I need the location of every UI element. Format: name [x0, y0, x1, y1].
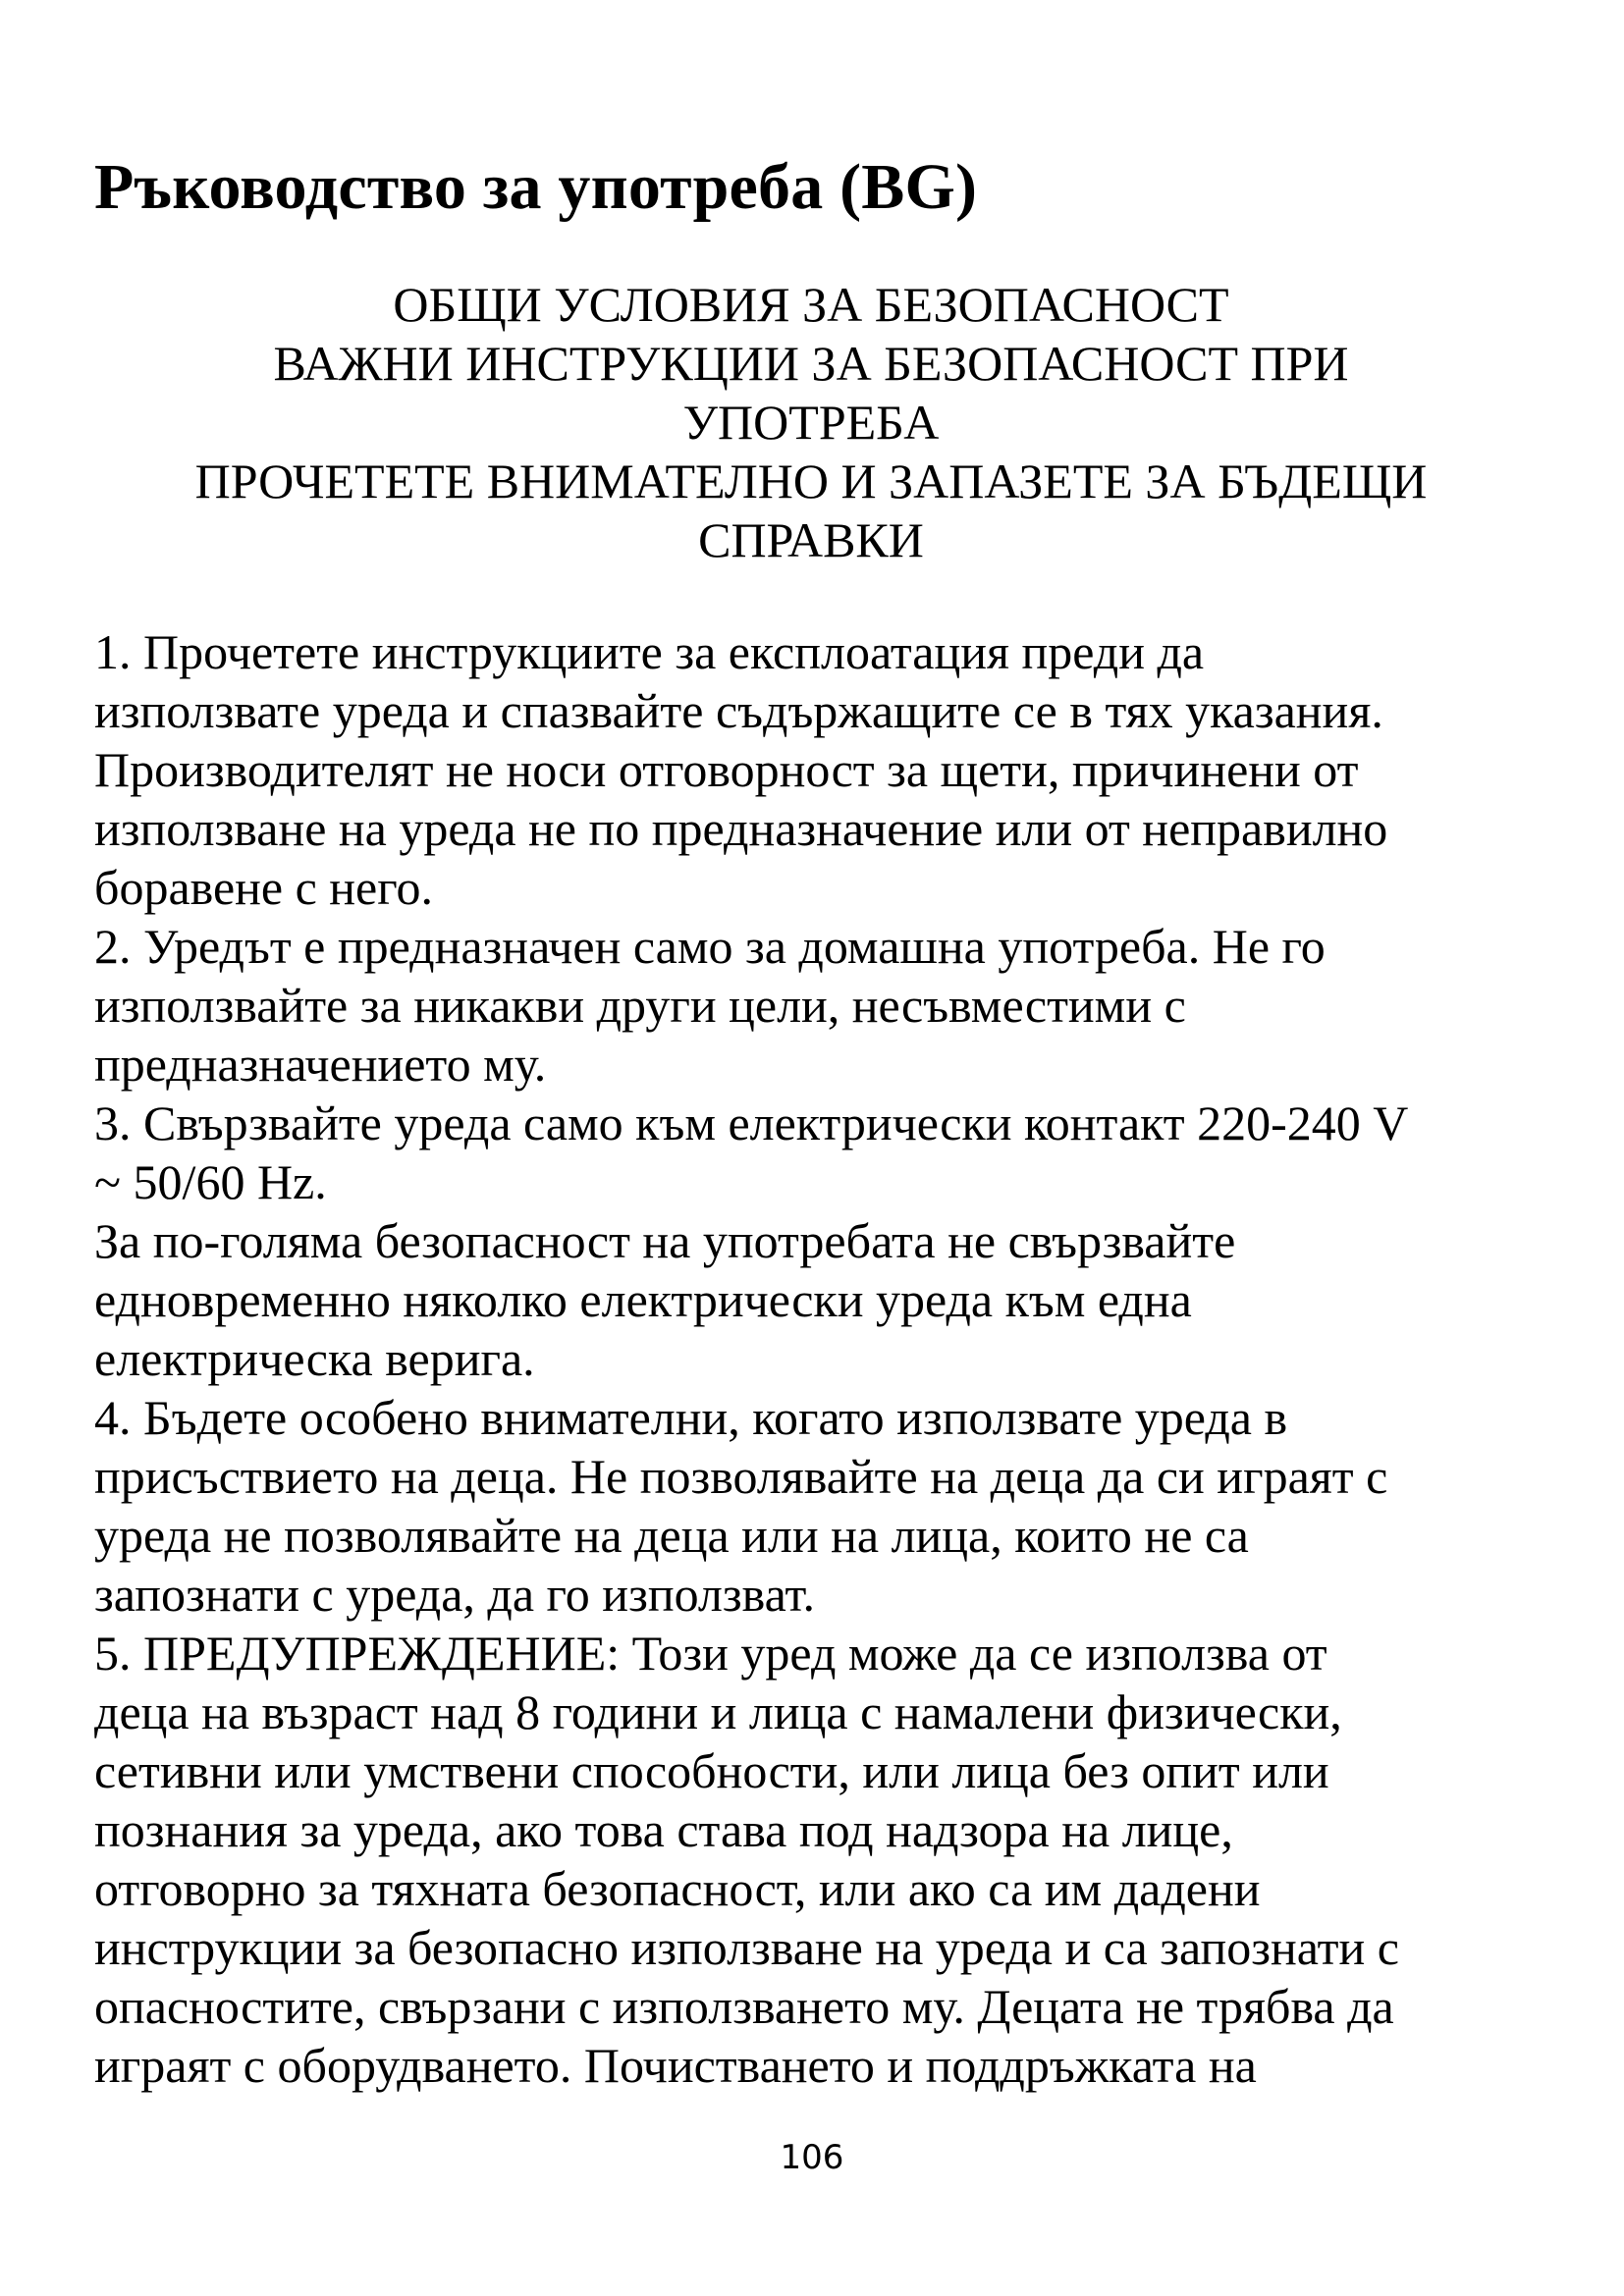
body-line: сетивни или умствени способности, или лица без опит или [94, 1743, 1329, 1798]
body-line: 4. Бъдете особено внимателни, когато използвате уреда в [94, 1390, 1288, 1445]
body-line: опасностите, свързани с използването му. Децата не трябва да [94, 1979, 1394, 2034]
body-line: уреда не позволявайте на деца или на лица, които не са [94, 1508, 1249, 1563]
body-line: използвайте за никакви други цели, несъвместими с [94, 978, 1186, 1033]
body-line: присъствието на деца. Не позволявайте на деца да си играят с [94, 1449, 1388, 1504]
heading-line: ВАЖНИ ИНСТРУКЦИИ ЗА БЕЗОПАСНОСТ ПРИ [273, 336, 1349, 391]
body-line: познания за уреда, ако това става под надзора на лице, [94, 1802, 1233, 1857]
heading-line: ПРОЧЕТЕТЕ ВНИМАТЕЛНО И ЗАПАЗЕТЕ ЗА БЪДЕЩИ [194, 454, 1428, 508]
body-line: електрическа верига. [94, 1331, 535, 1386]
body-line: боравене с него. [94, 860, 433, 915]
body-line: инструкции за безопасно използване на уреда и са запознати с [94, 1920, 1399, 1975]
page-number: 106 [780, 2138, 844, 2177]
body-line: едновременно няколко електрически уреда към една [94, 1272, 1192, 1327]
body-line: ~ 50/60 Hz. [94, 1154, 327, 1209]
heading-line: СПРАВКИ [698, 512, 924, 567]
body-line: играят с оборудването. Почистването и поддръжката на [94, 2038, 1257, 2093]
page-title: Ръководство за употреба (BG) [94, 151, 978, 223]
heading-line: УПОТРЕБА [682, 395, 940, 450]
body-line: деца на възраст над 8 години и лица с намалени физически, [94, 1684, 1342, 1739]
body-line: предназначението му. [94, 1037, 547, 1092]
body-line: 5. ПРЕДУПРЕЖДЕНИЕ: Този уред може да се използва от [94, 1626, 1327, 1681]
body-line: запознати с уреда, да го използват. [94, 1567, 816, 1622]
safety-heading [94, 275, 1528, 569]
body-line: 1. Прочетете инструкциите за експлоатация преди да [94, 624, 1205, 679]
body-line: използвате уреда и спазвайте съдържащите се в тях указания. [94, 683, 1383, 738]
body-line: Производителят не носи отговорност за щети, причинени от [94, 742, 1359, 797]
body-text [94, 622, 1547, 2095]
body-line: използване на уреда не по предназначение или от неправилно [94, 801, 1388, 856]
heading-line: ОБЩИ УСЛОВИЯ ЗА БЕЗОПАСНОСТ [393, 277, 1229, 332]
body-line: 3. Свързвайте уреда само към електрически контакт 220-240 V [94, 1095, 1409, 1150]
body-line: За по-голяма безопасност на употребата не свързвайте [94, 1213, 1236, 1268]
body-line: 2. Уредът е предназначен само за домашна употреба. Не го [94, 919, 1326, 974]
body-line: отговорно за тяхната безопасност, или ако са им дадени [94, 1861, 1261, 1916]
